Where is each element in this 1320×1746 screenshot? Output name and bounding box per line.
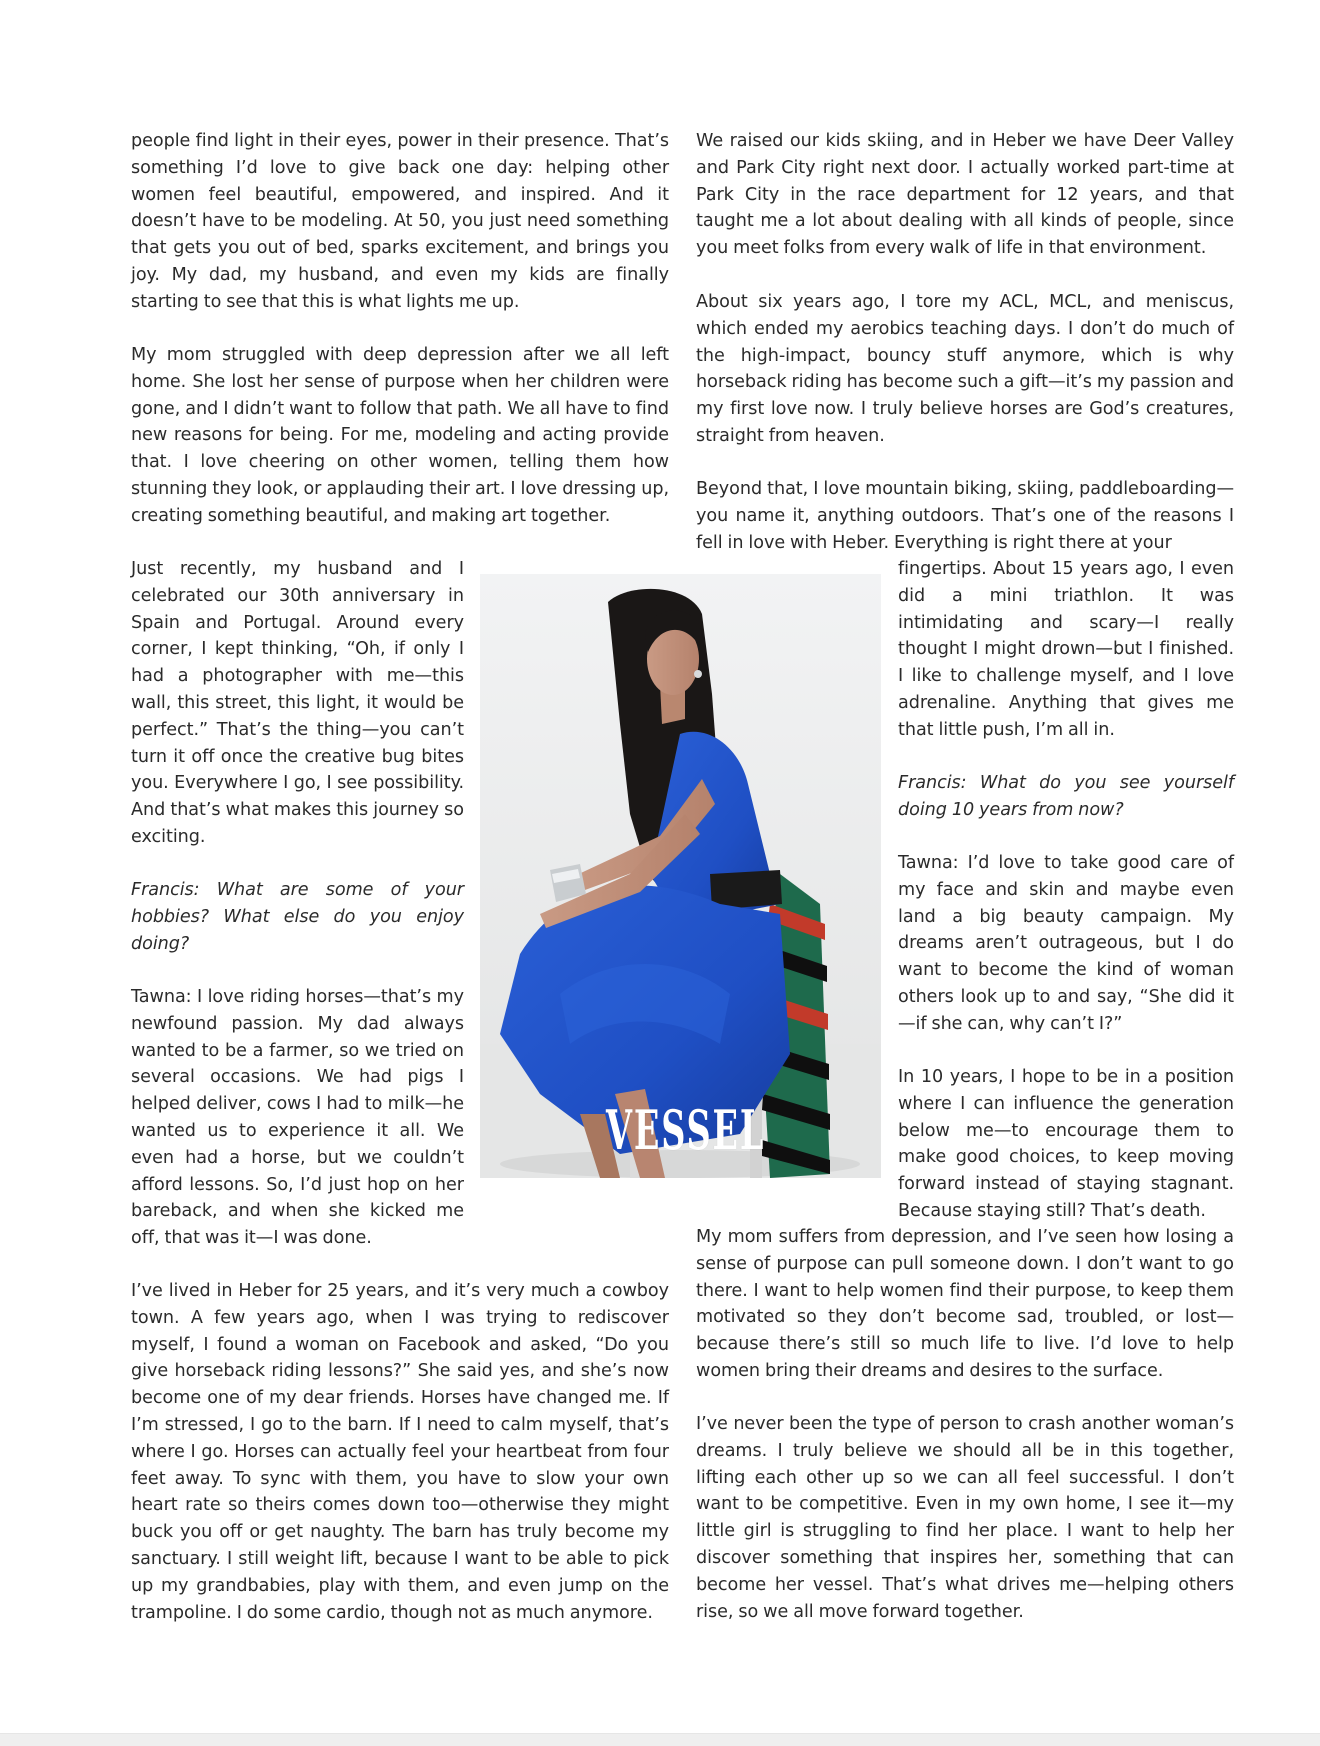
portrait-illustration: [480, 574, 881, 1178]
right-paragraph-1: We raised our kids skiing, and in Heber we have Deer Valley and Park City right next door. I actually worked part-time at Park City in the race department for 12 years, and that taught me a lot about dealing with all kinds of people, since you meet folks from every walk of life in that environment.: [696, 131, 1234, 259]
right-paragraph-3a: Beyond that, I love mountain biking, skiing, paddleboarding—you name it, anything outdoors. That’s one of the reasons I fell in love with Heber. Everything is right there at your: [696, 479, 1234, 553]
portrait-photo: [480, 574, 881, 1178]
vessel-logo: VESSEL: [606, 1098, 766, 1162]
right-paragraph-4: Tawna: I’d love to take good care of my face and skin and maybe even land a big beauty campaign. My dreams aren’t outrageous, but I do want to become the kind of woman others look up to and say, “She did it—if she can, why can’t I?”: [898, 853, 1234, 1034]
right-paragraph-5a: In 10 years, I hope to be in a position where I can influence the generation below me—to encourage them to make good choices, to keep moving forward instead of staying stagnant. Because staying still? That’s death.: [898, 1067, 1234, 1221]
right-paragraph-5b: My mom suffers from depression, and I’ve seen how losing a sense of purpose can pull someone down. I don’t want to go there. I want to help women find their purpose, to keep them motivated so they don’t become sad, troubled, or lost—because there’s still so much life to live. I’d love to help women bring their dreams and desires to the surface.: [696, 1227, 1234, 1381]
right-paragraph-3b: fingertips. About 15 years ago, I even did a mini triathlon. It was intimidating and scary—I really thought I might drown—but I finished. I like to challenge myself, and I love adrenaline. Anything that gives me that little push, I’m all in.: [898, 559, 1234, 740]
left-interview-question: Francis: What are some of your hobbies? What else do you enjoy doing?: [131, 880, 464, 954]
left-paragraph-5: I’ve lived in Heber for 25 years, and it’s very much a cowboy town. A few years ago, when I was trying to rediscover myself, I found a woman on Facebook and asked, “Do you give horseback riding lessons?” She said yes, and she’s now become one of my dear friends. Horses have changed me. If I’m stressed, I go to the barn. If I need to calm myself, that’s where I go. Horses can actually feel your heartbeat from four feet away. To sync with them, you have to slow your own heart rate so theirs comes down too—otherwise they might buck you off or get naughty. The barn has truly become my sanctuary. I still weight lift, because I want to be able to pick up my grandbabies, play with them, and even jump on the trampoline. I do some cardio, though not as much anymore.: [131, 1281, 669, 1623]
left-paragraph-4: Tawna: I love riding horses—that’s my newfound passion. My dad always wanted to be a farmer, so we tried on several occasions. We had pigs I helped deliver, cows I had to milk—he wanted us to experience it all. We even had a horse, but we couldn’t afford lessons. So, I’d just hop on her bareback, and when she kicked me off, that was it—I was done.: [131, 987, 464, 1249]
right-paragraph-6: I’ve never been the type of person to crash another woman’s dreams. I truly believe we should all be in this together, lifting each other up so we can all feel successful. I don’t want to be competitive. Even in my own home, I see it—my little girl is struggling to find her place. I want to help her discover something that inspires her, something that can become her vessel. That’s what drives me—helping others rise, so we all move forward together.: [696, 1414, 1234, 1622]
right-interview-question: Francis: What do you see yourself doing 10 years from now?: [898, 773, 1234, 820]
left-paragraph-2: My mom struggled with deep depression after we all left home. She lost her sense of purpose when her children were gone, and I didn’t want to follow that path. We all have to find new reasons for being. For me, modeling and acting provide that. I love cheering on other women, telling them how stunning they look, or applauding their art. I love dressing up, creating something beautiful, and making art together.: [131, 345, 669, 526]
left-paragraph-1: people find light in their eyes, power in their presence. That’s something I’d love to give back one day: helping other women feel beautiful, empowered, and inspired. And it doesn’t have to be modeling. At 50, you just need something that gets you out of bed, sparks excitement, and brings you joy. My dad, my husband, and even my kids are finally starting to see that this is what lights me up.: [131, 131, 669, 312]
left-paragraph-3: Just recently, my husband and I celebrated our 30th anniversary in Spain and Portugal. Around every corner, I kept thinking, “Oh, if only I had a photographer with me—this wall, this street, this light, it would be perfect.” That’s the thing—you can’t turn it off once the creative bug bites you. Everywhere I go, I see possibility. And that’s what makes this journey so exciting.: [131, 559, 464, 847]
right-paragraph-2: About six years ago, I tore my ACL, MCL, and meniscus, which ended my aerobics teaching days. I don’t do much of the high-impact, bouncy stuff anymore, which is why horseback riding has become such a gift—it’s my passion and my first love now. I truly believe horses are God’s creatures, straight from heaven.: [696, 292, 1234, 446]
